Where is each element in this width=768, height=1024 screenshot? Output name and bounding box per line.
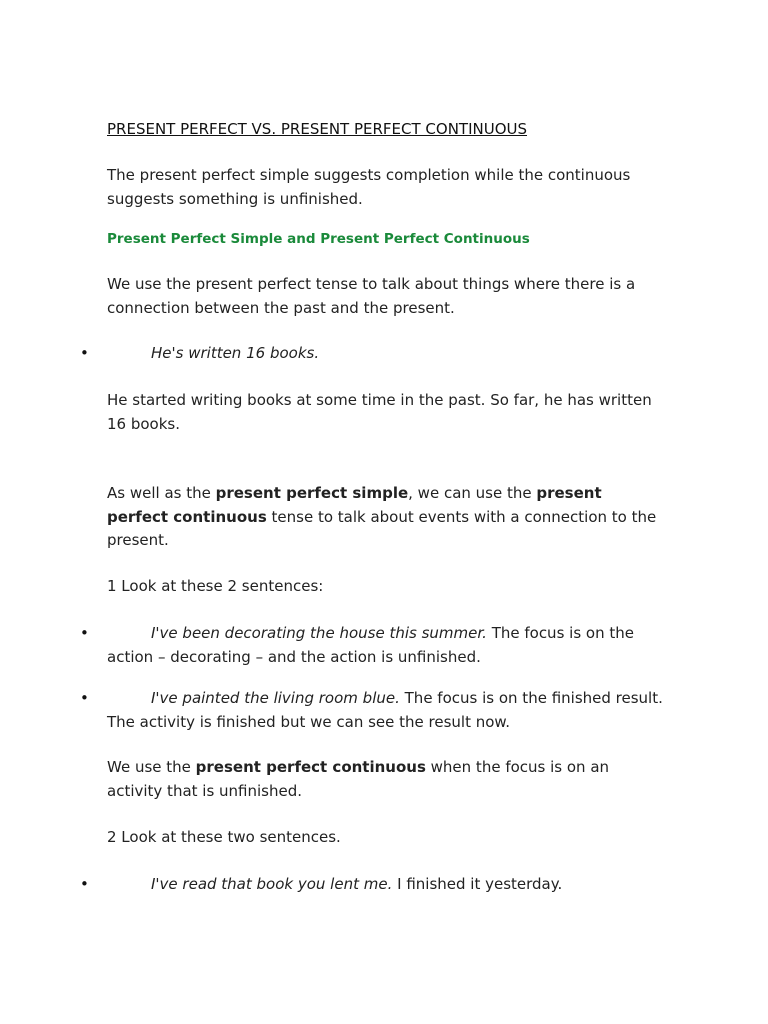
example-sentence: He's written 16 books.	[151, 344, 320, 362]
paragraph-usage	[107, 756, 667, 803]
example-explanation: The focus is on the action – decorating – and the action is unfinished.	[107, 624, 634, 666]
text-run: tense to talk about events with a connection to the present.	[107, 507, 657, 549]
intro-paragraph: The present perfect simple suggests completion while the continuous suggests something is unfinished.	[107, 166, 631, 208]
paragraph-continuous-intro	[107, 482, 667, 553]
section-subheading: Present Perfect Simple and Present Perfect Continuous	[107, 231, 530, 247]
bullet-marker: •	[80, 689, 89, 707]
example-explanation: The focus is on the finished result. The activity is finished but we can see the result now.	[107, 689, 663, 731]
bullet-example-3	[107, 687, 667, 734]
bold-term: present perfect continuous	[107, 484, 602, 526]
paragraph-connection: We use the present perfect tense to talk about things where there is a connection between the past and the present.	[107, 275, 636, 317]
example-sentence: I've painted the living room blue.	[151, 689, 400, 707]
bold-term: present perfect simple	[215, 484, 409, 502]
bullet-marker: •	[80, 875, 89, 893]
text-run: As well as the	[107, 484, 216, 502]
section-2-heading: 2 Look at these two sentences.	[107, 828, 341, 846]
text-run: We use the	[107, 758, 196, 776]
example-explanation: I finished it yesterday.	[392, 875, 563, 893]
example-sentence: I've been decorating the house this summer.	[151, 624, 487, 642]
bullet-example-2	[107, 622, 667, 669]
bullet-example-4	[107, 873, 667, 897]
text-run: when the focus is on an activity that is unfinished.	[107, 758, 610, 800]
bullet-example-1	[107, 342, 667, 366]
bullet-marker: •	[80, 624, 89, 642]
page-title: PRESENT PERFECT VS. PRESENT PERFECT CONTINUOUS	[107, 120, 528, 138]
bold-term: present perfect continuous	[195, 758, 426, 776]
text-run: , we can use the	[408, 484, 537, 502]
section-1-heading: 1 Look at these 2 sentences:	[107, 577, 324, 595]
example-sentence: I've read that book you lent me.	[151, 875, 393, 893]
bullet-marker: •	[80, 344, 89, 362]
paragraph-explanation: He started writing books at some time in the past. So far, he has written 16 books.	[107, 391, 652, 433]
